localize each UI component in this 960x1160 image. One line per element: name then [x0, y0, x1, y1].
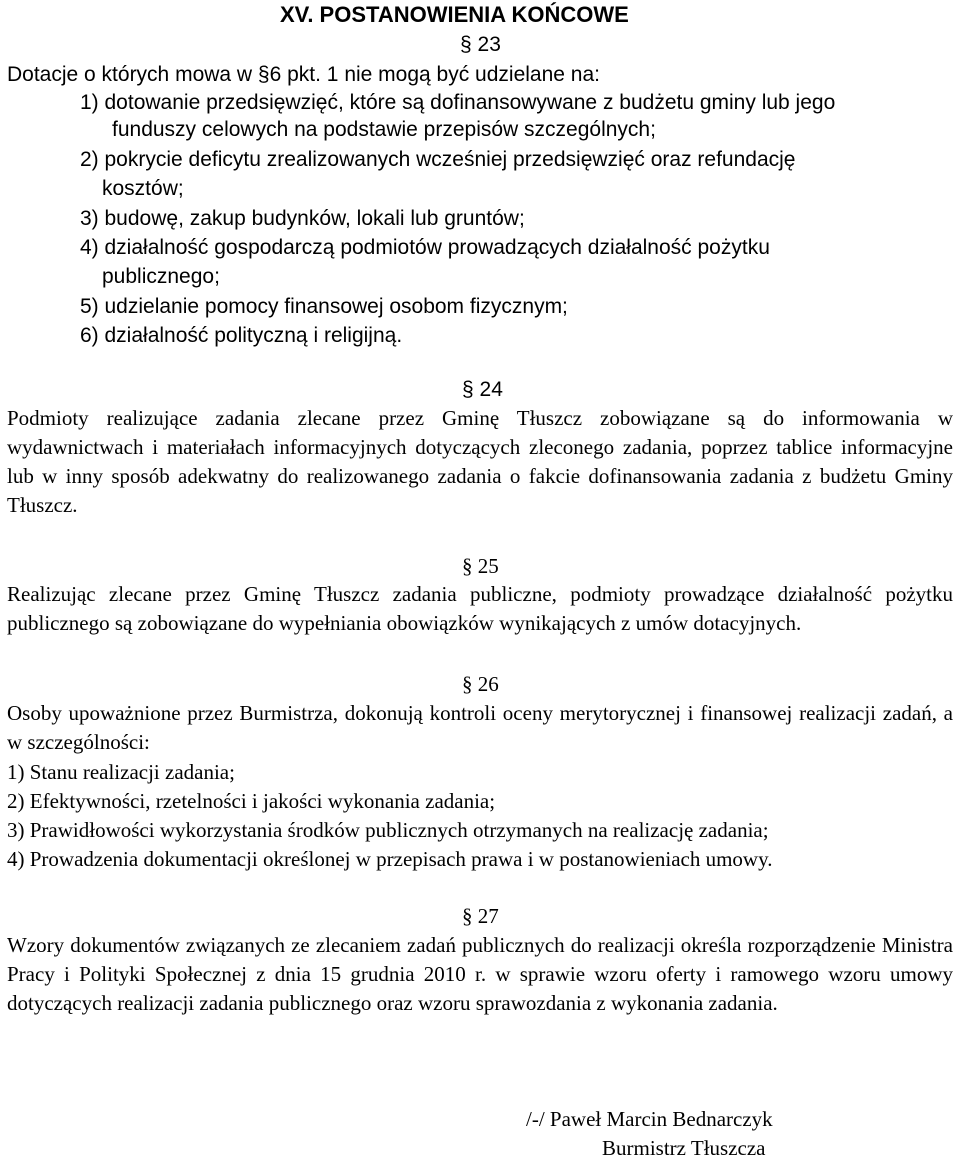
- section-26-item-2: 2) Efektywności, rzetelności i jakości wykonania zadania;: [7, 789, 496, 813]
- section-23-intro: Dotacje o których mowa w §6 pkt. 1 nie mogą być udzielane na:: [7, 63, 600, 86]
- section-23-item-5: 5) udzielanie pomocy finansowej osobom fizycznym;: [80, 295, 568, 318]
- section-23-item-2: 2) pokrycie deficytu zrealizowanych wcześniej przedsięwzięć oraz refundację: [80, 148, 796, 171]
- chapter-title: XV. POSTANOWIENIA KOŃCOWE: [280, 2, 629, 27]
- section-23-item-1-cont: funduszy celowych na podstawie przepisów szczególnych;: [112, 118, 656, 141]
- signature-name: /-/ Paweł Marcin Bednarczyk: [526, 1107, 773, 1131]
- section-23-item-6: 6) działalność polityczną i religijną.: [80, 324, 403, 347]
- section-26-number: § 26: [462, 672, 499, 696]
- section-23-item-3: 3) budowę, zakup budynków, lokali lub gruntów;: [80, 207, 525, 230]
- section-23-item-1: 1) dotowanie przedsięwzięć, które są dofinansowywane z budżetu gminy lub jego: [80, 91, 836, 114]
- section-26-item-1: 1) Stanu realizacji zadania;: [7, 760, 235, 784]
- section-23-item-2-cont: kosztów;: [102, 177, 184, 200]
- signature-title: Burmistrz Tłuszcza: [602, 1136, 766, 1160]
- section-26-intro: Osoby upoważnione przez Burmistrza, dokonują kontroli oceny merytorycznej i finansowej realizacji zadań, a w szczególności:: [7, 701, 953, 754]
- section-26-item-3: 3) Prawidłowości wykorzystania środków publicznych otrzymanych na realizację zadania;: [7, 818, 769, 842]
- section-23-number: § 23: [460, 33, 501, 56]
- section-26-item-4: 4) Prowadzenia dokumentacji określonej w przepisach prawa i w postanowieniach umowy.: [7, 847, 773, 871]
- section-24-text: Podmioty realizujące zadania zlecane przez Gminę Tłuszcz zobowiązane są do informowania w wydawnictwach i materiałach informacyjnych dotyczących zleconego zadania, poprzez tablice informacyjne lub w inny sposób adekwatny do realizowanego zadania o fakcie dofinansowania zadania z budżetu Gminy Tłuszcz.: [7, 406, 953, 517]
- section-25-text: Realizując zlecane przez Gminę Tłuszcz zadania publiczne, podmioty prowadzące działalność pożytku publicznego są zobowiązane do wypełniania obowiązków wynikających z umów dotacyjnych.: [7, 582, 953, 635]
- section-27-number: § 27: [462, 904, 499, 928]
- section-25-number: § 25: [462, 554, 499, 578]
- section-23-item-4: 4) działalność gospodarczą podmiotów prowadzących działalność pożytku: [80, 236, 770, 259]
- section-27-text: Wzory dokumentów związanych ze zlecaniem zadań publicznych do realizacji określa rozporządzenie Ministra Pracy i Polityki Społecznej z dnia 15 grudnia 2010 r. w sprawie wzoru oferty i ramowego wzoru umowy dotyczących realizacji zadania publicznego oraz wzoru sprawozdania z wykonania zadania.: [7, 933, 953, 1015]
- section-24-number: § 24: [462, 378, 503, 401]
- section-23-item-4-cont: publicznego;: [102, 265, 220, 288]
